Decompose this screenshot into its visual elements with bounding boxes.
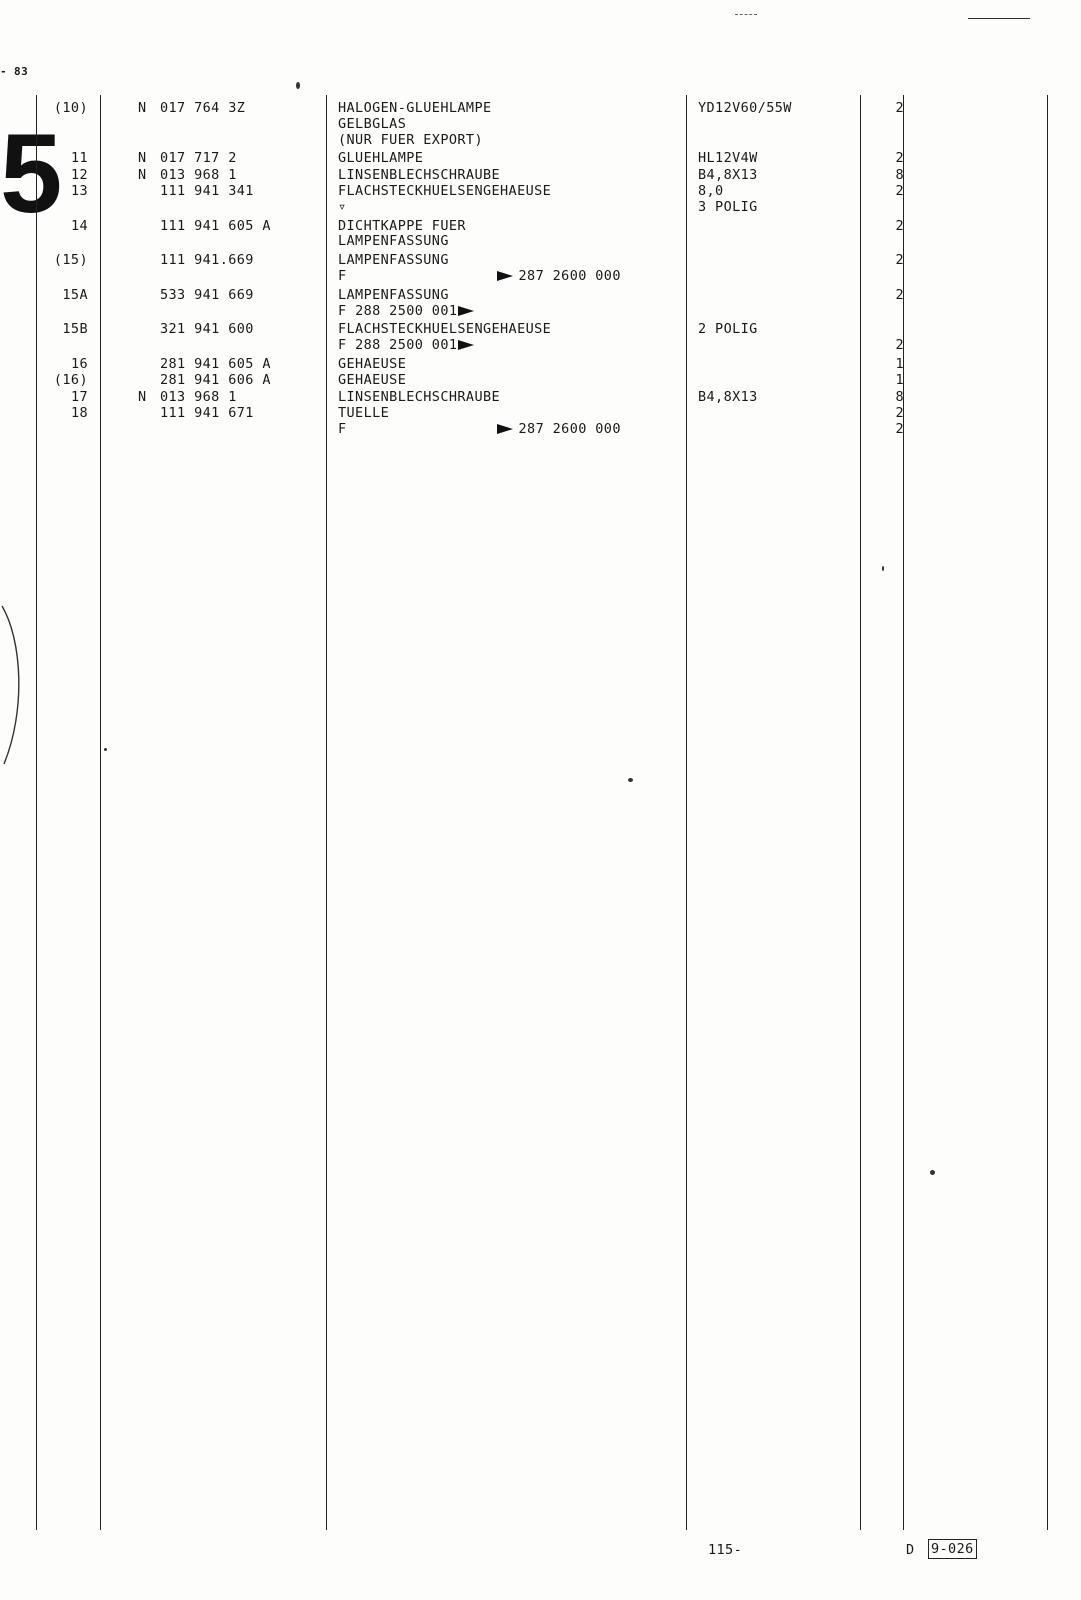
footnote-code: 288 2500 001 xyxy=(355,302,458,319)
scan-speck xyxy=(104,748,107,751)
table-row xyxy=(0,287,1081,319)
quantity: 2 xyxy=(895,286,904,303)
scan-speck xyxy=(930,1170,935,1175)
specification: B4,8X13 xyxy=(698,166,758,183)
specification: HL12V4W xyxy=(698,150,758,167)
position-number: 15B xyxy=(62,321,88,338)
part-number: 111 941 671 xyxy=(160,404,254,421)
position-number: (10) xyxy=(53,100,88,116)
table-row xyxy=(0,100,1081,147)
specification: 3 POLIG xyxy=(698,198,758,215)
quantity: 2 xyxy=(895,420,904,437)
quantity: 2 xyxy=(895,183,904,199)
description-line: LINSENBLECHSCHRAUBE xyxy=(338,166,501,183)
specification: 2 POLIG xyxy=(698,321,758,338)
footer-code: 9-026 xyxy=(928,1539,977,1559)
arrow-icon xyxy=(497,271,513,281)
section-number: 5 xyxy=(0,111,63,236)
page-number: 115- xyxy=(708,1542,743,1558)
part-number: 013 968 1 xyxy=(160,166,237,183)
part-number: 281 941 606 A xyxy=(160,372,271,389)
description-line: FLACHSTECKHUELSENGEHAEUSE xyxy=(338,321,552,338)
table-row xyxy=(0,372,1081,388)
position-number: 18 xyxy=(70,404,88,421)
part-number: 111 941.669 xyxy=(160,252,254,269)
table-row xyxy=(0,167,1081,183)
specification: 8,0 xyxy=(698,183,724,199)
footnote-prefix: F xyxy=(338,420,347,437)
scan-speck xyxy=(628,778,633,782)
footnote-prefix: F xyxy=(338,267,347,284)
table-row xyxy=(0,321,1081,353)
table-row xyxy=(0,218,1081,250)
footnote-line xyxy=(338,421,621,437)
description-line: LAMPENFASSUNG xyxy=(338,252,449,269)
part-number: 533 941 669 xyxy=(160,286,254,303)
top-mark xyxy=(735,14,757,15)
description-line: GELBGLAS xyxy=(338,115,407,132)
quantity: 2 xyxy=(895,217,904,234)
quantity: 1 xyxy=(895,356,904,372)
position-number: 12 xyxy=(70,166,88,183)
position-number: 13 xyxy=(70,183,88,199)
position-number: 16 xyxy=(70,356,88,372)
quantity: 8 xyxy=(895,166,904,183)
position-number: (15) xyxy=(53,252,88,269)
position-number: (16) xyxy=(53,372,88,389)
scan-speck xyxy=(882,566,884,571)
quantity: 2 xyxy=(895,100,904,116)
footnote-prefix: F xyxy=(338,302,347,319)
description-line: FLACHSTECKHUELSENGEHAEUSE xyxy=(338,183,552,199)
description-line: (NUR FUER EXPORT) xyxy=(338,131,483,148)
part-number: 111 941 341 xyxy=(160,183,254,199)
footer-letter: D xyxy=(906,1542,915,1558)
top-rule xyxy=(968,18,1030,19)
footnote-prefix: F xyxy=(338,337,347,354)
description-line: LAMPENFASSUNG xyxy=(338,233,449,250)
part-number: 281 941 605 A xyxy=(160,356,271,372)
description-line: GEHAEUSE xyxy=(338,356,407,372)
arrow-icon xyxy=(458,306,474,316)
part-number: 013 968 1 xyxy=(160,388,237,405)
arrow-icon xyxy=(458,340,474,350)
footnote-code: 287 2600 000 xyxy=(518,267,621,284)
specification: B4,8X13 xyxy=(698,388,758,405)
footnote-line xyxy=(338,337,480,353)
part-number: 111 941 605 A xyxy=(160,217,271,234)
quantity: 2 xyxy=(895,404,904,421)
description-line: TUELLE xyxy=(338,404,390,421)
table-row xyxy=(0,356,1081,372)
table-row xyxy=(0,389,1081,405)
footnote-line xyxy=(338,303,480,319)
table-row xyxy=(0,252,1081,284)
quantity: 2 xyxy=(895,337,904,354)
quantity: 1 xyxy=(895,372,904,389)
footnote-code: 287 2600 000 xyxy=(518,420,621,437)
table-row xyxy=(0,150,1081,166)
specification: YD12V60/55W xyxy=(698,100,792,116)
quantity: 2 xyxy=(895,150,904,167)
position-number: 15A xyxy=(62,286,88,303)
footnote-code: 288 2500 001 xyxy=(355,337,458,354)
description-line: HALOGEN-GLUEHLAMPE xyxy=(338,100,492,116)
footnote-line xyxy=(338,268,621,284)
part-number: 017 717 2 xyxy=(160,150,237,167)
arrow-icon xyxy=(497,424,513,434)
description-line: DICHTKAPPE FUER xyxy=(338,217,466,234)
description-line: ▿ xyxy=(338,198,347,215)
new-flag: N xyxy=(138,150,147,167)
new-flag: N xyxy=(138,100,147,116)
table-row xyxy=(0,405,1081,437)
new-flag: N xyxy=(138,166,147,183)
position-number: 14 xyxy=(70,217,88,234)
position-number: 11 xyxy=(70,150,88,167)
binding-curve xyxy=(0,600,30,770)
scan-speck xyxy=(296,82,300,89)
description-line: LINSENBLECHSCHRAUBE xyxy=(338,388,501,405)
position-number: 17 xyxy=(70,388,88,405)
description-line: GEHAEUSE xyxy=(338,372,407,389)
part-number: 321 941 600 xyxy=(160,321,254,338)
description-line: GLUEHLAMPE xyxy=(338,150,424,167)
description-line: LAMPENFASSUNG xyxy=(338,286,449,303)
new-flag: N xyxy=(138,388,147,405)
part-number: 017 764 3Z xyxy=(160,100,246,116)
page-ref: - 83 xyxy=(0,65,29,78)
table-row xyxy=(0,183,1081,215)
quantity: 2 xyxy=(895,252,904,269)
quantity: 8 xyxy=(895,388,904,405)
